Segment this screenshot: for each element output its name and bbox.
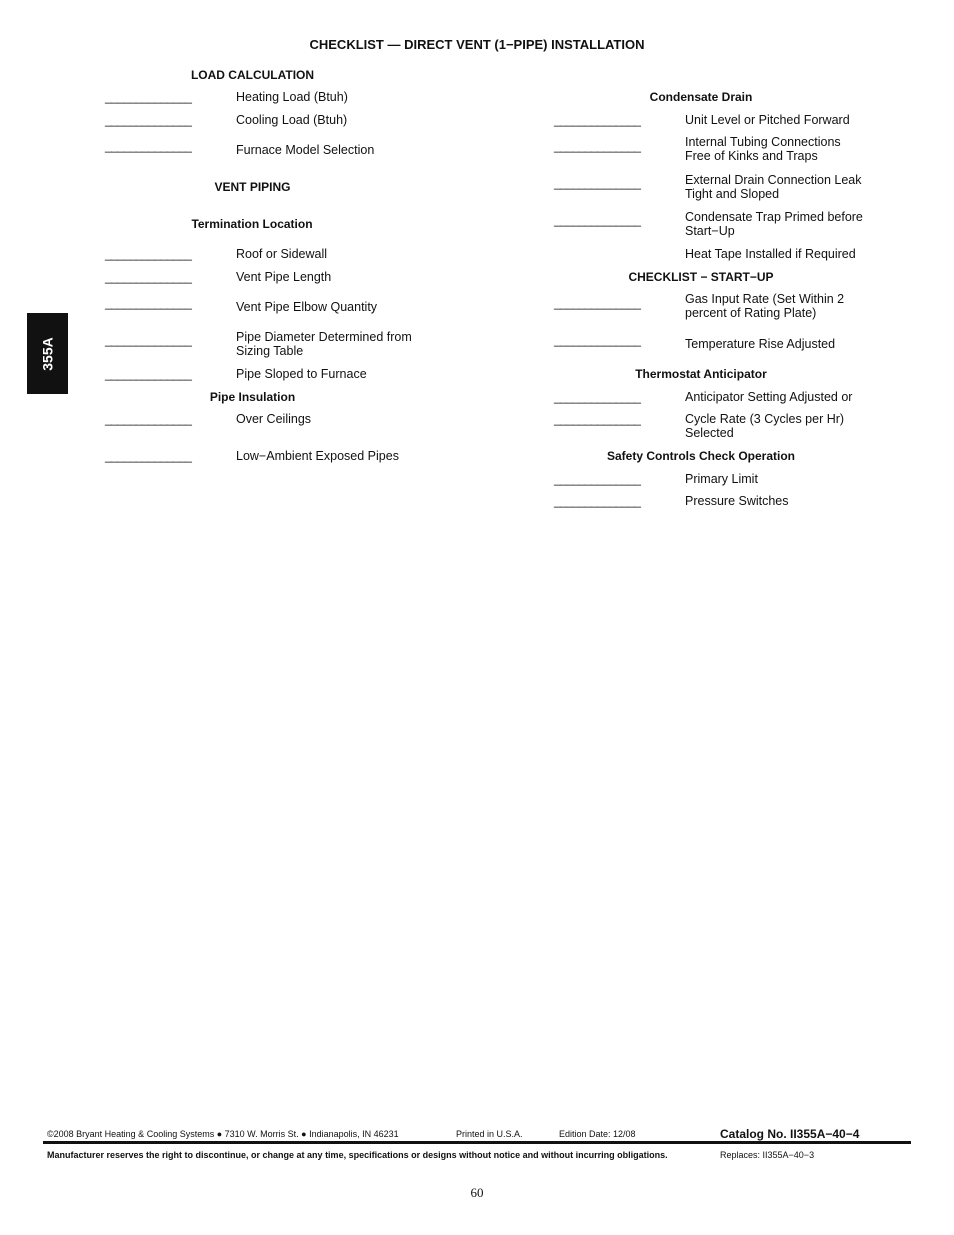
gas-input-line-1: Gas Input Rate (Set Within 2 [685,292,845,306]
trap-primed-label [685,210,863,238]
blank-line[interactable]: ______________ [554,113,641,127]
gas-input-label [685,292,844,320]
catalog-number: Catalog No. II355A−40−4 [720,1127,860,1141]
external-drain-label [685,173,862,201]
blank-line[interactable]: ______________ [105,367,192,381]
pipe-sloped-label: Pipe Sloped to Furnace [236,367,367,381]
internal-tubing-line-1: Internal Tubing Connections [685,135,841,149]
external-drain-line-1: External Drain Connection Leak [685,173,862,187]
side-tab [27,313,68,394]
printed-text: Printed in U.S.A. [456,1129,523,1139]
external-drain-line-2: Tight and Sloped [685,187,780,201]
checklist-startup-heading: CHECKLIST − START−UP [628,270,774,284]
cycle-rate-line-1: Cycle Rate (3 Cycles per Hr) [685,412,845,426]
elbow-quantity-label: Vent Pipe Elbow Quantity [236,300,378,314]
side-tab-label: 355A [39,336,56,371]
unit-level-label: Unit Level or Pitched Forward [685,113,850,127]
load-calculation-heading: LOAD CALCULATION [190,68,315,82]
blank-line[interactable]: ______________ [554,333,641,347]
heating-load-label: Heating Load (Btuh) [236,90,348,104]
cycle-rate-line-2: Selected [685,426,734,440]
pipe-diameter-line-2: Sizing Table [236,344,304,358]
footer-divider [43,1141,911,1144]
pipe-diameter-line-1: Pipe Diameter Determined from [236,330,412,344]
internal-tubing-line-2: Free of Kinks and Traps [685,149,818,163]
trap-primed-line-2: Start−Up [685,224,735,238]
blank-line[interactable]: ______________ [105,333,192,347]
blank-line[interactable]: ______________ [554,139,641,153]
blank-line[interactable]: ______________ [554,412,641,426]
blank-line[interactable]: ______________ [554,213,641,227]
pipe-diameter-label [236,330,412,358]
temperature-rise-label: Temperature Rise Adjusted [685,337,836,351]
blank-line[interactable]: ______________ [105,90,192,104]
blank-line[interactable]: ______________ [105,412,192,426]
disclaimer-text: Manufacturer reserves the right to discontinue, or change at any time, specifications or designs without notice and without incurring obligations. [47,1150,668,1160]
cycle-rate-label [685,412,844,440]
trap-primed-line-1: Condensate Trap Primed before [685,210,863,224]
furnace-model-label: Furnace Model Selection [236,143,375,157]
pipe-insulation-heading: Pipe Insulation [209,390,296,404]
blank-line[interactable]: ______________ [554,472,641,486]
thermostat-anticipator-heading: Thermostat Anticipator [635,367,767,381]
roof-sidewall-label: Roof or Sidewall [236,247,328,261]
anticipator-setting-label: Anticipator Setting Adjusted or [685,390,853,404]
cooling-load-label: Cooling Load (Btuh) [236,113,348,127]
vent-piping-heading: VENT PIPING [214,180,291,194]
pressure-switches-label: Pressure Switches [685,494,789,508]
page-number: 60 [470,1185,484,1200]
blank-line[interactable]: ______________ [105,113,192,127]
internal-tubing-label [685,135,841,163]
heat-tape-label: Heat Tape Installed if Required [685,247,856,261]
vent-pipe-length-label: Vent Pipe Length [236,270,332,284]
blank-line[interactable]: ______________ [105,296,192,310]
blank-line[interactable]: ______________ [105,449,192,463]
condensate-drain-heading: Condensate Drain [649,90,753,104]
page-title: CHECKLIST — DIRECT VENT (1−PIPE) INSTALLATION [309,37,645,52]
blank-line[interactable]: ______________ [554,390,641,404]
over-ceilings-label: Over Ceilings [236,412,312,426]
blank-line[interactable]: ______________ [105,247,192,261]
safety-controls-heading: Safety Controls Check Operation [606,449,796,463]
blank-line[interactable]: ______________ [105,139,192,153]
edition-date: Edition Date: 12/08 [559,1129,636,1139]
low-ambient-label: Low−Ambient Exposed Pipes [236,449,399,463]
copyright-text: ©2008 Bryant Heating & Cooling Systems ● 7310 W. Morris St. ● Indianapolis, IN 46231 [47,1129,399,1139]
gas-input-line-2: percent of Rating Plate) [685,306,817,320]
blank-line[interactable]: ______________ [554,494,641,508]
termination-location-heading: Termination Location [191,217,313,231]
primary-limit-label: Primary Limit [685,472,758,486]
blank-line[interactable]: ______________ [554,176,641,190]
replaces-text: Replaces: II355A−40−3 [720,1150,815,1160]
blank-line[interactable]: ______________ [105,270,192,284]
blank-line[interactable]: ______________ [554,296,641,310]
